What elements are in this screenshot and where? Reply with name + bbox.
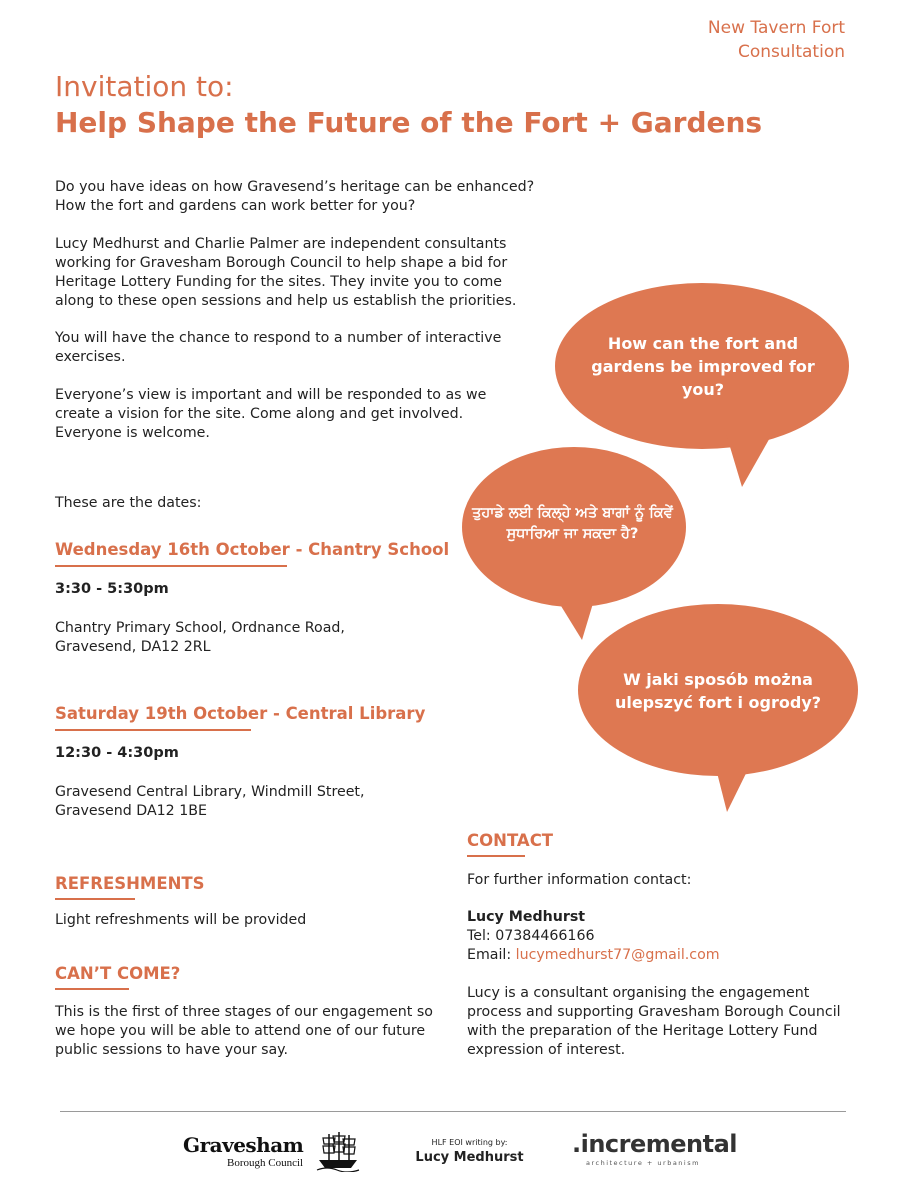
refreshments-text: Light refreshments will be provided bbox=[55, 912, 307, 928]
intro-paragraph-2: Lucy Medhurst and Charlie Palmer are independent consultants working for Gravesham Borough Council to help shape a bid for Heritage Lottery Funding for the sites. They invite you to come along to these open sessions and help us establish the priorities. bbox=[55, 236, 517, 309]
session-1-address-line-2: Gravesend, DA12 2RL bbox=[55, 639, 211, 655]
session-2-time: 12:30 - 4:30pm bbox=[55, 745, 179, 761]
contact-email-label: Email: bbox=[467, 947, 516, 963]
bubble-english-text: How can the fort and gardens be improved for you? bbox=[591, 334, 815, 399]
footer-divider bbox=[60, 1111, 846, 1112]
contact-tel: Tel: 07384466166 bbox=[467, 928, 595, 944]
intro-paragraph-4: Everyone’s view is important and will be responded to as we create a vision for the site. Come along and get involved. Everyone is welcome. bbox=[55, 387, 487, 441]
contact-name: Lucy Medhurst bbox=[467, 909, 586, 925]
dates-intro: These are the dates: bbox=[55, 495, 202, 511]
session-2-address-line-1: Gravesend Central Library, Windmill Street, bbox=[55, 784, 365, 800]
gravesham-logo-name: Gravesham bbox=[183, 1133, 304, 1157]
intro-paragraph-3: You will have the chance to respond to a number of interactive exercises. bbox=[55, 330, 502, 365]
session-1-time: 3:30 - 5:30pm bbox=[55, 581, 169, 597]
hlf-credit-name: Lucy Medhurst bbox=[415, 1150, 524, 1165]
consultation-line-1: New Tavern Fort bbox=[707, 18, 845, 38]
contact-intro: For further information contact: bbox=[467, 872, 692, 888]
intro-paragraph-1: Do you have ideas on how Gravesend’s heritage can be enhanced? How the fort and gardens can work better for you? bbox=[55, 179, 535, 214]
title-invitation: Invitation to: bbox=[55, 70, 234, 103]
incremental-logo-sub: architecture + urbanism bbox=[586, 1159, 700, 1167]
bubble-punjabi-text: ਤੁਹਾਡੇ ਲਈ ਕਿਲ੍ਹੇ ਅਤੇ ਬਾਗਾਂ ਨੂੰ ਕਿਵੇਂ ਸੁਧਾਰਿਆ ਜਾ ਸਕਦਾ ਹੈ? bbox=[472, 505, 673, 542]
contact-heading: CONTACT bbox=[467, 831, 554, 850]
session-1-heading: Wednesday 16th October - Chantry School bbox=[55, 540, 450, 559]
session-2-address-line-2: Gravesend DA12 1BE bbox=[55, 803, 207, 819]
contact-underline bbox=[467, 855, 525, 857]
gravesham-logo-sub: Borough Council bbox=[227, 1157, 304, 1169]
consultation-line-2: Consultation bbox=[737, 42, 845, 62]
hlf-credit-label: HLF EOI writing by: bbox=[431, 1138, 508, 1147]
session-2-heading: Saturday 19th October - Central Library bbox=[55, 704, 426, 723]
ship-icon bbox=[315, 1130, 361, 1172]
contact-email-link[interactable]: lucymedhurst77@gmail.com bbox=[515, 947, 720, 963]
page-title: Help Shape the Future of the Fort + Gardens bbox=[55, 106, 763, 139]
contact-email-row bbox=[467, 946, 720, 965]
incremental-logo bbox=[572, 1130, 738, 1167]
refreshments-heading: REFRESHMENTS bbox=[55, 874, 205, 893]
session-1-address-line-1: Chantry Primary School, Ordnance Road, bbox=[55, 620, 345, 636]
cant-come-text: This is the first of three stages of our engagement so we hope you will be able to attend one of our future public sessions to have your say. bbox=[55, 1004, 433, 1058]
contact-bio: Lucy is a consultant organising the engagement process and supporting Gravesham Borough Council with the preparation of the Heritage Lottery Fund expression of interest. bbox=[467, 985, 841, 1058]
incremental-logo-name: .incremental bbox=[572, 1130, 738, 1158]
bubble-polish-text: W jaki sposób można ulepszyć fort i ogrody? bbox=[614, 670, 822, 712]
gravesham-logo bbox=[183, 1133, 363, 1173]
cant-come-heading: CAN’T COME? bbox=[55, 964, 181, 983]
hlf-credit bbox=[412, 1138, 527, 1165]
